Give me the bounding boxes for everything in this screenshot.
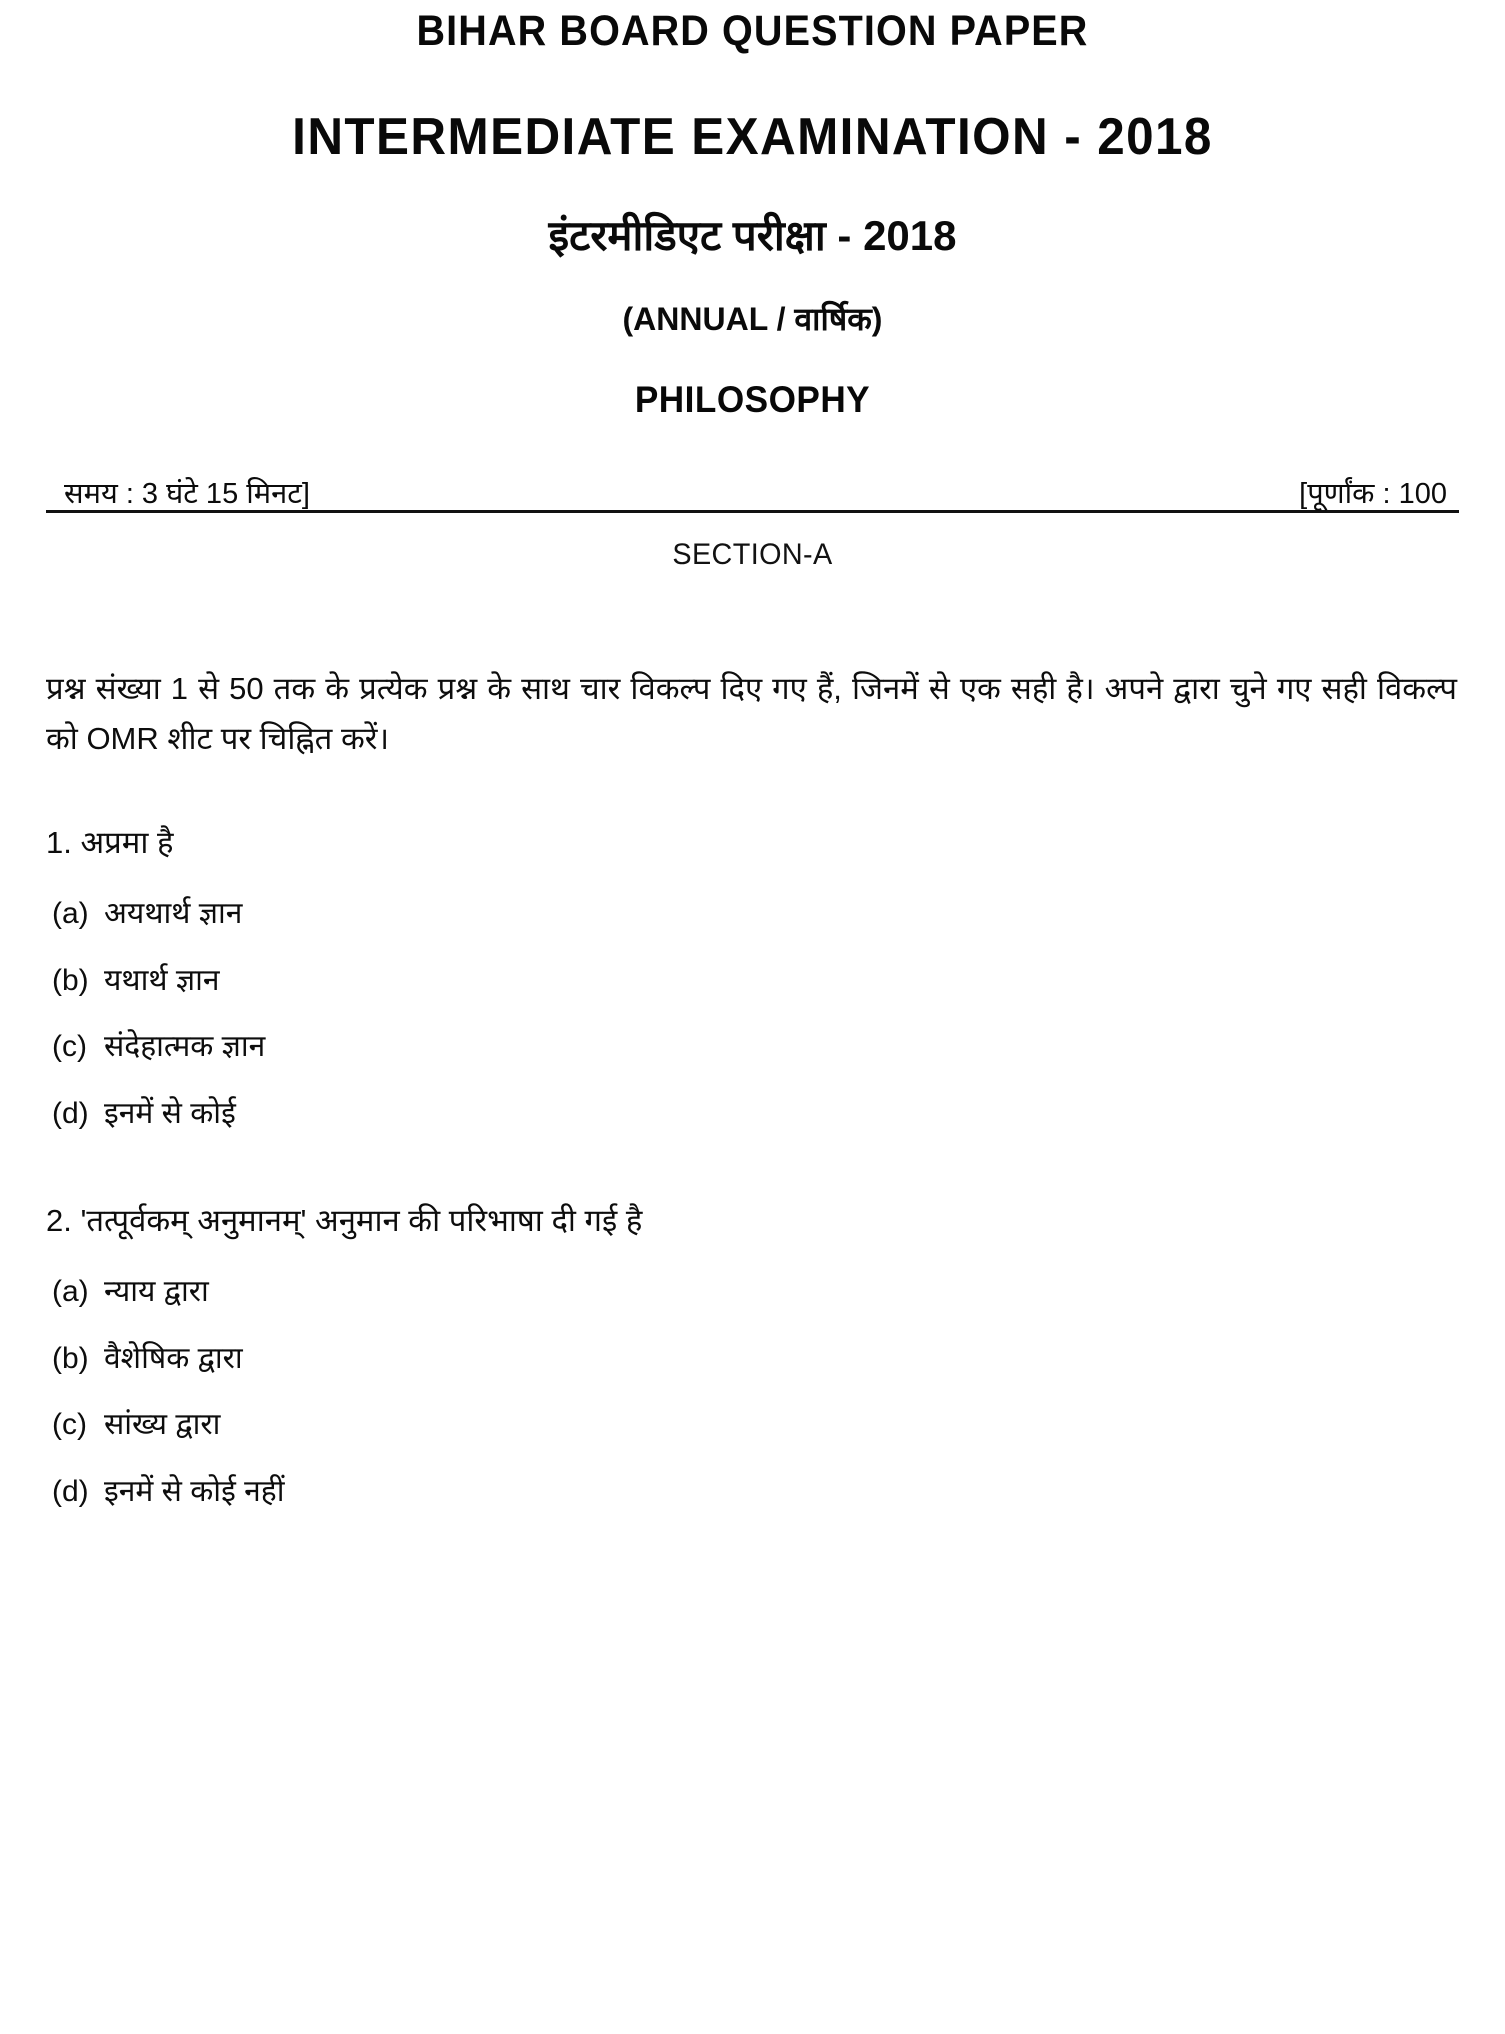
option-d[interactable] bbox=[46, 1472, 1459, 1513]
question-item bbox=[46, 1200, 1459, 1512]
option-d[interactable] bbox=[46, 1094, 1459, 1135]
question-text: 2. 'तत्पूर्वकम् अनुमानम्' अनुमान की परिभाषा दी गई है bbox=[46, 1203, 643, 1239]
exam-title-english: INTERMEDIATE EXAMINATION - 2018 bbox=[292, 108, 1213, 166]
question-item bbox=[46, 822, 1459, 1134]
questions-list bbox=[46, 822, 1459, 1512]
option-c[interactable] bbox=[46, 1405, 1459, 1446]
exam-type-label: (ANNUAL / वार्षिक) bbox=[622, 301, 883, 337]
instructions-paragraph: प्रश्न संख्या 1 से 50 तक के प्रत्येक प्रश्न के साथ चार विकल्प दिए गए हैं, जिनमें से एक सही है। अपने द्वारा चुने गए सही विकल्प को OMR शीट पर चिह्नित करें। bbox=[46, 671, 1457, 757]
option-d-label: (d) bbox=[52, 1474, 89, 1508]
option-d-label: (d) bbox=[52, 1096, 89, 1130]
option-a-text: न्याय द्वारा bbox=[104, 1275, 209, 1309]
option-a-label: (a) bbox=[52, 897, 89, 931]
option-a-label: (a) bbox=[52, 1275, 89, 1309]
option-b[interactable] bbox=[46, 1339, 1459, 1380]
option-b-text: यथार्थ ज्ञान bbox=[104, 963, 220, 997]
section-heading: SECTION-A bbox=[672, 538, 833, 571]
option-a-text: अयथार्थ ज्ञान bbox=[104, 897, 243, 931]
option-a[interactable] bbox=[46, 1272, 1459, 1313]
subject-title: PHILOSOPHY bbox=[634, 379, 871, 420]
exam-total-marks: [पूर्णांक : 100 bbox=[1299, 478, 1447, 510]
option-d-text: इनमें से कोई bbox=[104, 1096, 236, 1130]
option-b-label: (b) bbox=[52, 1341, 89, 1375]
exam-duration: समय : 3 घंटे 15 मिनट] bbox=[64, 478, 310, 510]
option-b[interactable] bbox=[46, 961, 1459, 1002]
option-b-label: (b) bbox=[52, 963, 89, 997]
question-text: 1. अप्रमा है bbox=[46, 825, 174, 861]
board-title: BIHAR BOARD QUESTION PAPER bbox=[416, 7, 1089, 55]
option-c-text: सांख्य द्वारा bbox=[104, 1408, 221, 1442]
option-a[interactable] bbox=[46, 894, 1459, 935]
option-b-text: वैशेषिक द्वारा bbox=[104, 1341, 243, 1375]
option-d-text: इनमें से कोई नहीं bbox=[104, 1474, 285, 1508]
option-c-text: संदेहात्मक ज्ञान bbox=[104, 1030, 266, 1064]
option-c-label: (c) bbox=[52, 1030, 87, 1064]
exam-meta-row bbox=[46, 464, 1459, 513]
option-c-label: (c) bbox=[52, 1408, 87, 1442]
exam-title-hindi: इंटरमीडिएट परीक्षा - 2018 bbox=[548, 212, 957, 259]
option-c[interactable] bbox=[46, 1027, 1459, 1068]
